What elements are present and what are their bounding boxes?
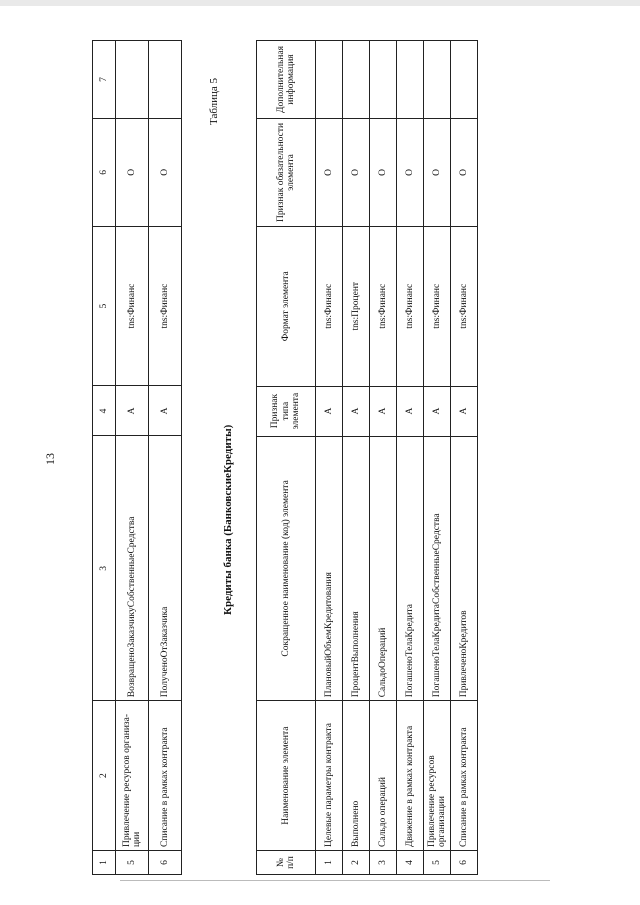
element-format: tns:Финанс [316,226,343,386]
row-number: 3 [370,851,397,875]
element-code: СальдоОпераций [370,436,397,701]
header-cell: 3 [93,436,116,701]
element-type: А [370,386,397,436]
element-required: О [316,119,343,227]
element-type: А [316,386,343,436]
bank-credits-table [256,40,478,875]
header-cell: 5 [93,226,116,386]
table-header-row [257,41,316,875]
element-name: Привлечение ресурсов организа-ции [116,701,149,851]
table-header-row [93,41,116,875]
element-format: tns:Финанс [370,226,397,386]
header-cell: 2 [93,701,116,851]
element-code: ПолученоОтЗаказчика [149,436,182,701]
header-cell: № п/п [257,851,316,875]
element-name: Списание в рамках контракта [451,701,478,851]
table-title: Кредиты банка (БанковскиеКредиты) [222,424,234,615]
element-code: ВозвращеноЗаказчикуСобственныеСредства [116,436,149,701]
table-row [343,41,370,875]
row-number: 2 [343,851,370,875]
element-code: ПлановыйОбъемКредитования [316,436,343,701]
row-number: 4 [397,851,424,875]
element-code: ПогашеноТелаКредита [397,436,424,701]
header-cell: 1 [93,851,116,875]
table-row [424,41,451,875]
header-cell: Признак обязательности элемента [257,119,316,227]
element-info [370,41,397,119]
page-number: 13 [43,453,57,465]
table-row [116,41,149,875]
table-row [370,41,397,875]
table-row [149,41,182,875]
element-info [149,41,182,119]
element-info [397,41,424,119]
element-name: Движение в рамках контракта [397,701,424,851]
element-required: О [397,119,424,227]
element-required: О [451,119,478,227]
element-format: tns:Финанс [149,226,182,386]
element-required: О [424,119,451,227]
table-row [316,41,343,875]
element-required: О [370,119,397,227]
row-number: 6 [451,851,478,875]
header-cell: Формат элемента [257,226,316,386]
header-cell: 4 [93,386,116,436]
element-code: ПроцентВыполнения [343,436,370,701]
row-number: 1 [316,851,343,875]
element-type: А [424,386,451,436]
element-name: Списание в рамках контракта [149,701,182,851]
continued-table [92,40,182,875]
element-type: А [397,386,424,436]
header-cell: 7 [93,41,116,119]
element-name: Сальдо операций [370,701,397,851]
element-type: А [451,386,478,436]
element-info [316,41,343,119]
element-name: Выполнено [343,701,370,851]
element-code: ПогашеноТелаКредитаСобственныеСредства [424,436,451,701]
header-cell: 6 [93,118,116,226]
element-format: tns:Финанс [397,226,424,386]
header-cell: Наименование элемента [257,701,316,851]
element-info [116,41,149,119]
element-format: tns:Финанс [424,226,451,386]
element-name: Привлечение ресурсов организации [424,701,451,851]
element-required: О [149,118,182,226]
element-format: tns:Финанс [451,226,478,386]
table-row [451,41,478,875]
element-required: О [116,118,149,226]
element-type: А [116,386,149,436]
header-cell: Признак типа элемента [257,386,316,436]
row-number: 5 [116,851,149,875]
header-cell: Сокращенное наименование (код) элемента [257,436,316,701]
table-row [397,41,424,875]
table-label: Таблица 5 [208,77,220,125]
element-format: tns:Финанс [116,226,149,386]
row-number: 6 [149,851,182,875]
element-info [343,41,370,119]
element-type: А [149,386,182,436]
element-info [424,41,451,119]
element-format: tns:Процент [343,226,370,386]
element-code: ПривлеченоКредитов [451,436,478,701]
element-type: А [343,386,370,436]
row-number: 5 [424,851,451,875]
element-info [451,41,478,119]
element-name: Целевые параметры контракта [316,701,343,851]
element-required: О [343,119,370,227]
header-cell: Дополнительная информация [257,41,316,119]
